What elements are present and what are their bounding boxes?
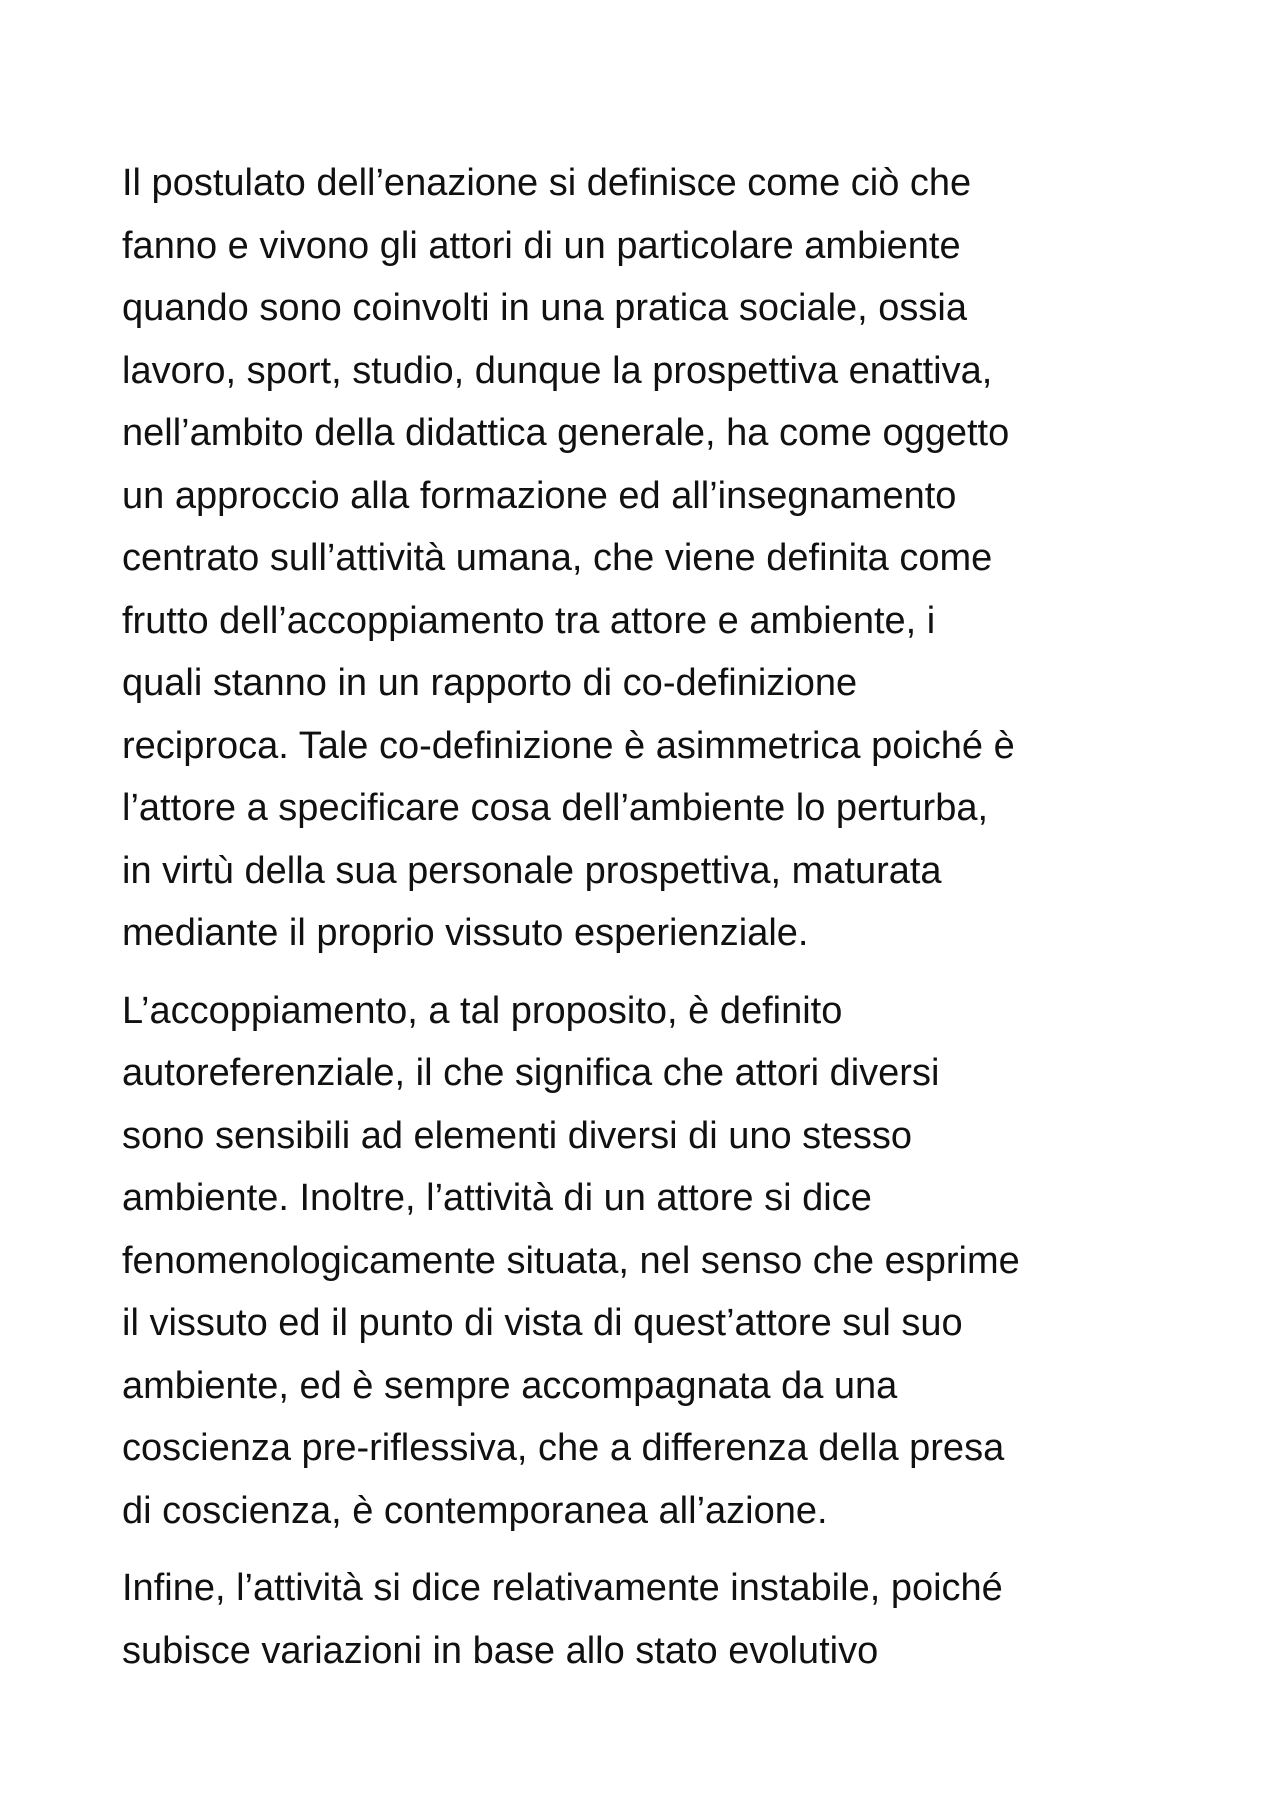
text-line: il vissuto ed il punto di vista di quest’attore sul suo (122, 1302, 963, 1344)
text-line: un approccio alla formazione ed all’insegnamento (122, 474, 957, 517)
text-line: fenomenologicamente situata, nel senso che esprime (122, 1239, 1020, 1282)
text-line: Infine, l’attività si dice relativamente instabile, poiché (122, 1567, 1003, 1609)
text-line: di coscienza, è contemporanea all’azione. (122, 1489, 828, 1532)
text-line: sono sensibili ad elementi diversi di uno stesso (122, 1114, 912, 1157)
text-line: quali stanno in un rapporto di co-definizione (122, 662, 858, 704)
text-line: mediante il proprio vissuto esperienziale. (122, 912, 809, 954)
text-line: L’accoppiamento, a tal proposito, è definito (122, 989, 843, 1032)
paragraph-2 (122, 980, 1182, 1543)
paragraph-spacer (122, 1542, 1182, 1557)
text-line: quando sono coinvolti in una pratica sociale, ossia (122, 287, 967, 329)
text-line: coscienza pre-riflessiva, che a differenza della presa (122, 1427, 1005, 1469)
text-line: fanno e vivono gli attori di un particolare ambiente (122, 224, 961, 267)
text-line: ambiente, ed è sempre accompagnata da una (122, 1364, 898, 1407)
text-line: nell’ambito della didattica generale, ha come oggetto (122, 412, 1010, 454)
text-line: ambiente. Inoltre, l’attività di un attore si dice (122, 1177, 872, 1219)
text-line: l’attore a specificare cosa dell’ambiente lo perturba, (122, 787, 989, 829)
text-line: frutto dell’accoppiamento tra attore e ambiente, i (122, 599, 936, 642)
body-text (122, 152, 1182, 1682)
text-line: autoreferenziale, il che significa che attori diversi (122, 1052, 940, 1094)
paragraph-spacer (122, 965, 1182, 980)
paragraph-3 (122, 1557, 1182, 1682)
text-line: in virtù della sua personale prospettiva, maturata (122, 849, 942, 892)
text-line: subisce variazioni in base allo stato evolutivo (122, 1629, 879, 1672)
paragraph-1 (122, 152, 1182, 965)
text-line: Il postulato dell’enazione si definisce come ciò che (122, 162, 972, 204)
text-line: reciproca. Tale co-definizione è asimmetrica poiché è (122, 724, 1015, 767)
text-line: centrato sull’attività umana, che viene definita come (122, 537, 993, 579)
text-line: lavoro, sport, studio, dunque la prospettiva enattiva, (122, 349, 993, 392)
